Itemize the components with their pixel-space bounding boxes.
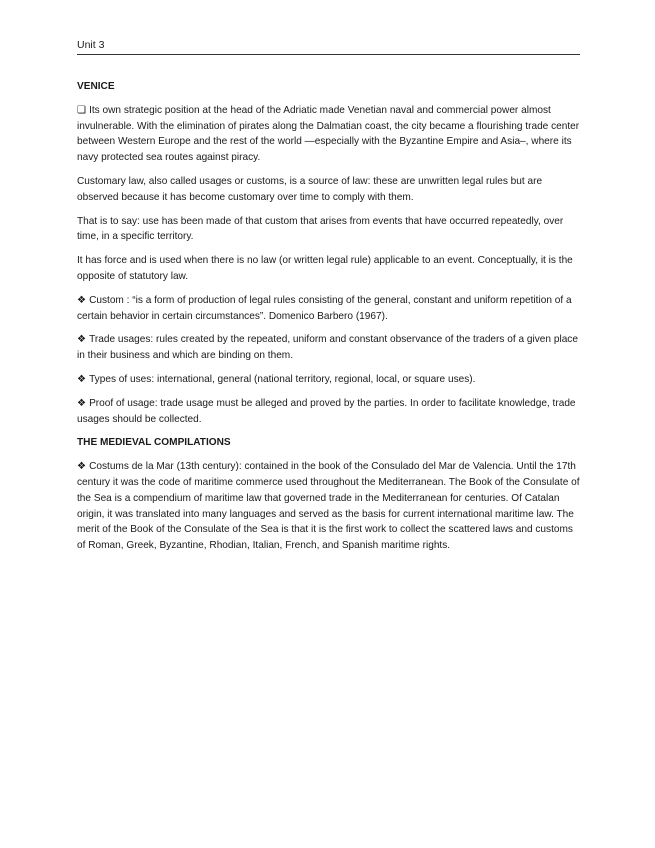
bullet-text: Custom : “is a form of production of legal rules consisting of the general, constant and uniform repetition of a certain behavior in certain circumstances”. Domenico Barbero (1967). — [77, 294, 572, 322]
diamond-bullet-icon: ❖ — [77, 294, 87, 306]
paragraph-text: Its own strategic position at the head of the Adriatic made Venetian naval and commercial power almost invulnerable. With the elimination of pirates along the Dalmatian coast, the city became a flourishing trade center between Western Europe and the rest of the world —especially with the Byzantine Empire and Asia–, where its navy protected sea routes against piracy. — [77, 104, 580, 164]
page-header — [77, 38, 580, 55]
diamond-bullet-icon: ❖ — [77, 461, 87, 473]
paragraph-strategic-position — [77, 103, 580, 166]
diamond-bullet-icon: ❖ — [77, 334, 87, 346]
section-heading-venice: VENICE — [77, 81, 115, 92]
checkbox-bullet-icon: ❏ — [77, 104, 87, 116]
paragraph-force-of-custom: It has force and is used when there is no law (or written legal rule) applicable to an event. Conceptually, it is the opposite of statutory law. — [77, 255, 573, 282]
diamond-bullet-icon: ❖ — [77, 373, 87, 385]
unit-label: Unit 3 — [77, 39, 105, 51]
paragraph-use-definition: That is to say: use has been made of that custom that arises from events that have occurred repeatedly, over time, in a specific territory. — [77, 215, 564, 243]
bullet-proof-of-usage — [77, 396, 580, 428]
bullet-text: Costums de la Mar (13th century): contained in the book of the Consulado del Mar de Valencia. Until the 17th century it was the code of maritime commerce used throughout the Mediterranean. The Book of the Consulate of the Sea is a compendium of maritime law that governed trade in the Mediterranean for centuries. Of Catalan origin, it was translated into many languages and served as the basis for current international maritime law. The merit of the Book of the Consulate of the Sea is that it is the first work to collect the scattered laws and customs of Roman, Greek, Byzantine, Rhodian, Italian, French, and Spanish maritime rights. — [77, 461, 580, 552]
document-page — [77, 38, 580, 562]
document-body — [77, 79, 580, 554]
diamond-bullet-icon: ❖ — [77, 397, 87, 409]
bullet-custom — [77, 293, 580, 325]
bullet-costums-de-la-mar — [77, 459, 580, 554]
bullet-text: Trade usages: rules created by the repeated, uniform and constant observance of the traders of a given place in their business and which are binding on them. — [77, 334, 578, 362]
bullet-text: Types of uses: international, general (national territory, regional, local, or square uses). — [89, 373, 476, 385]
bullet-trade-usages — [77, 332, 580, 364]
paragraph-customary-law: Customary law, also called usages or customs, is a source of law: these are unwritten legal rules but are observed because it has become customary over time to comply with them. — [77, 175, 543, 203]
bullet-types-of-uses — [77, 372, 580, 388]
bullet-text: Proof of usage: trade usage must be alleged and proved by the parties. In order to facilitate knowledge, trade usages should be collected. — [77, 397, 576, 425]
section-heading-medieval-compilations: THE MEDIEVAL COMPILATIONS — [77, 437, 231, 449]
